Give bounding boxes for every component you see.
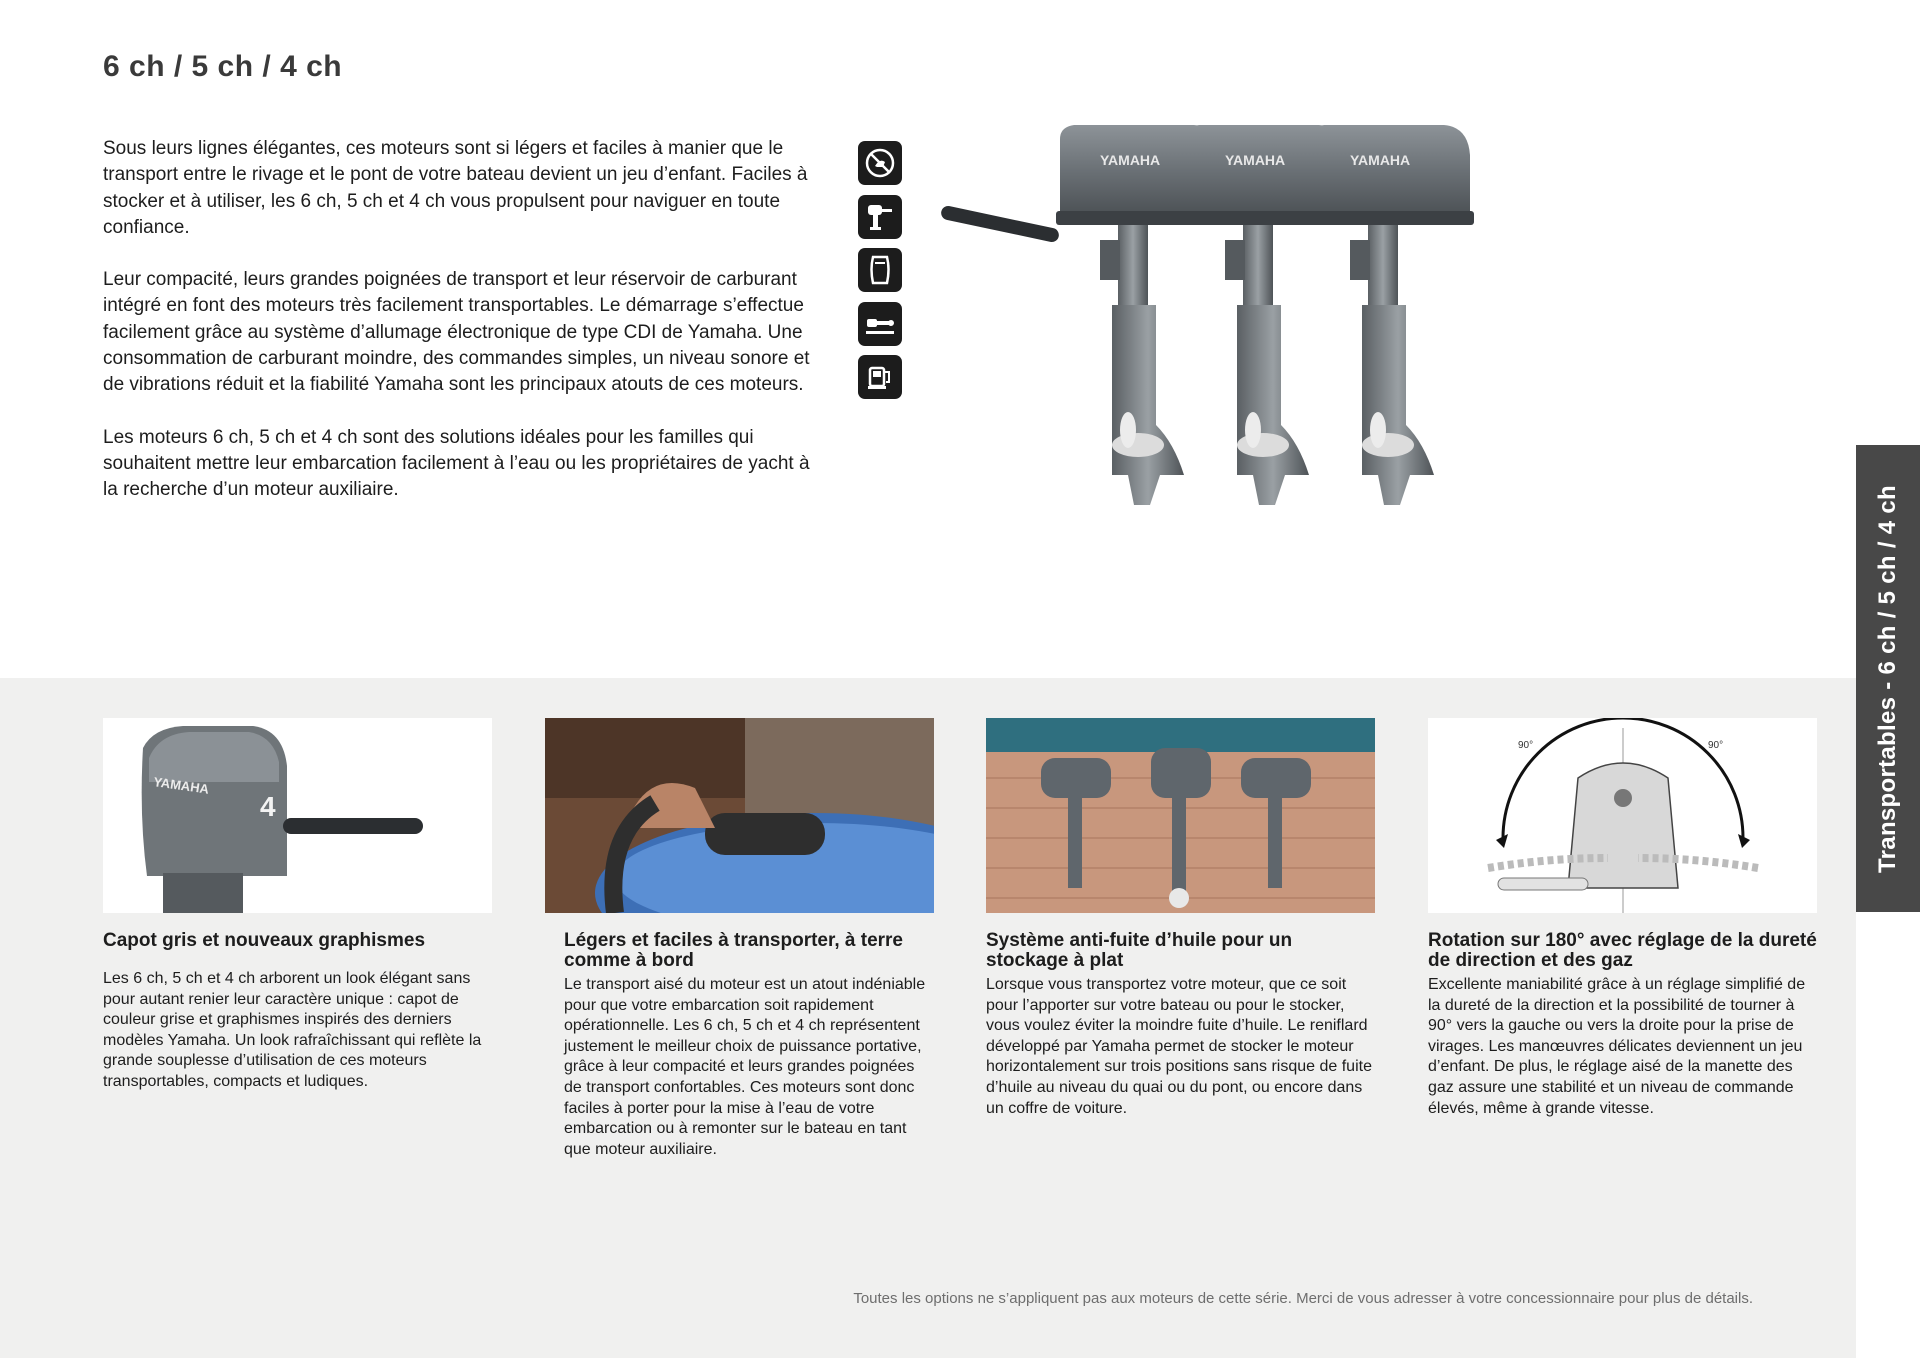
- grey-cowling-image: [103, 718, 492, 913]
- horizontal-storage-image: [986, 718, 1375, 913]
- rotation-diagram-image: [1428, 718, 1817, 913]
- feature-card-oil-leak: [986, 718, 1375, 1119]
- side-tab-label: Transportables - 6 ch / 5 ch / 4 ch: [1874, 484, 1901, 873]
- feature-card-rotation: [1428, 718, 1817, 1119]
- page-title: 6 ch / 5 ch / 4 ch: [103, 50, 343, 83]
- feature-text-transport: Le transport aisé du moteur est un atout indéniable pour que votre embarcation soit rapidement opérationnelle. Les 6 ch, 5 ch et 4 ch représentent justement le meilleur choix de puissance portative, grâce à leur compacité et leurs grandes poignées de transport confortables. Ces moteurs sont donc faciles à porter pour la mise à l’eau de votre embarcation ou à remonter sur le bateau en tant que moteur auxiliaire.: [564, 976, 926, 1158]
- svg-text:90°: 90°: [1708, 740, 1724, 751]
- feature-title-rotation: Rotation sur 180° avec réglage de la dureté de direction et des gaz: [1428, 930, 1817, 971]
- feature-card-transport: [545, 718, 934, 1160]
- section-side-tab: [1856, 445, 1920, 912]
- intro-paragraph-3: Les moteurs 6 ch, 5 ch et 4 ch sont des solutions idéales pour les familles qui souhaitent mettre leur embarcation facilement à l’eau ou les propriétaires de yacht à la recherche d’un moteur auxiliaire.: [103, 426, 810, 501]
- footnote: Toutes les options ne s’appliquent pas aux moteurs de cette série. Merci de vous adresser à votre concessionnaire pour plus de détails.: [853, 1290, 1753, 1307]
- feature-title-oil-leak: Système anti-fuite d’huile pour un stockage à plat: [986, 930, 1293, 971]
- features-section: [0, 678, 1856, 1358]
- fuel-tank-icon: [858, 355, 902, 399]
- no-oil-leak-icon: [858, 141, 902, 185]
- feature-title-cowling: Capot gris et nouveaux graphismes: [103, 930, 426, 951]
- carrying-engine-image: [545, 718, 934, 913]
- intro-text: [103, 136, 823, 530]
- engine-cowling-icon: [858, 248, 902, 292]
- svg-text:90°: 90°: [1518, 740, 1534, 751]
- intro-paragraph-1: Sous leurs lignes élégantes, ces moteurs sont si légers et faciles à manier que le transport entre le rivage et le pont de votre bateau devient un jeu d’enfant. Faciles à stocker et à utiliser, les 6 ch, 5 ch et 4 ch vous propulsent pour naviguer en toute confiance.: [103, 138, 808, 238]
- feature-text-rotation: Excellente maniabilité grâce à un réglage simplifié de la dureté de la direction et la possibilité de tourner à 90° vers la gauche ou vers la droite pour la prise de virages. Les manœuvres délicates deviennent un jeu d’enfant. De plus, le réglage aisé de la manette des gaz assure une stabilité et un niveau de commande élevés, même à grande vitesse.: [1428, 976, 1806, 1117]
- three-outboard-engines: YAMAHA: [930, 115, 1510, 585]
- feature-card-cowling: [103, 718, 492, 1093]
- tiller-handle-icon: [858, 195, 902, 239]
- feature-text-cowling: Les 6 ch, 5 ch et 4 ch arborent un look élégant sans pour autant renier leur caractère unique : capot de couleur grise et graphismes inspirés des derniers modèles Yamaha. Un look rafraîchissant qui reflète la grande souplesse d’utilisation de ces moteurs transportables, compacts et ludiques.: [103, 970, 482, 1090]
- intro-paragraph-2: Leur compacité, leurs grandes poignées de transport et leur réservoir de carburant intégré en font des moteurs très facilement transportables. Le démarrage s’effectue facilement grâce au système d’allumage électronique de type CDI de Yamaha. Une consommation de carburant moindre, des commandes simples, un niveau sonore et de vibrations réduit et la fiabilité Yamaha sont les principaux atouts de ces moteurs.: [103, 269, 810, 396]
- hero-engines-image: [930, 115, 1510, 585]
- feature-title-transport: Légers et faciles à transporter, à terre comme à bord: [564, 930, 903, 971]
- feature-icons: [858, 141, 904, 409]
- horizontal-storage-icon: [858, 302, 902, 346]
- svg-text:4: 4: [260, 791, 276, 822]
- svg-text:YAMAHA: YAMAHA: [152, 774, 210, 797]
- feature-text-oil-leak: Lorsque vous transportez votre moteur, que ce soit pour l’apporter sur votre bateau ou pour le stocker, vous voulez éviter la moindre fuite d’huile. Le reniflard développé par Yamaha permet de stocker le moteur horizontalement sur trois positions sans risque de fuite d’huile au niveau du quai ou du pont, ou encore dans un coffre de voiture.: [986, 976, 1372, 1117]
